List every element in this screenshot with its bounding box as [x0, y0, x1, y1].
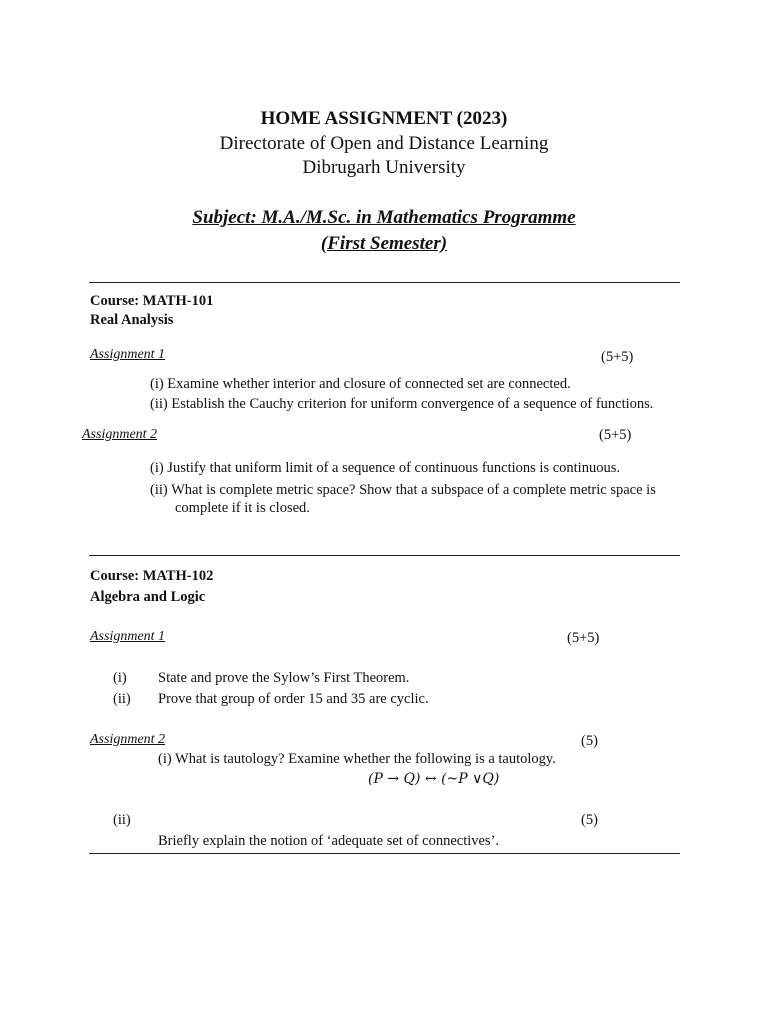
course2-a1-question-1-number: (i) [113, 670, 127, 686]
course2-a1-question-1: State and prove the Sylow’s First Theorem. [158, 670, 410, 686]
course2-code: Course: MATH-102 [90, 568, 214, 584]
university-name: Dibrugarh University [302, 157, 466, 178]
document-title: HOME ASSIGNMENT (2023) [260, 108, 508, 129]
course1-assignment1-label: Assignment 1 [90, 347, 166, 362]
course2-a2-question-2: Briefly explain the notion of ‘adequate set of connectives’. [158, 833, 500, 849]
course2-a2-question-1: (i) What is tautology? Examine whether the following is a tautology. [158, 751, 556, 767]
course1-a2-question-2-cont: complete if it is closed. [175, 500, 310, 516]
course2-a2-question-2-marks: (5) [581, 812, 598, 828]
course2-a2-question-2-number: (ii) [113, 812, 131, 828]
course1-assignment2-label: Assignment 2 [82, 427, 158, 442]
course2-assignment2-marks: (5) [581, 733, 598, 749]
course2-a1-question-2-number: (ii) [113, 691, 131, 707]
semester-line: (First Semester) [320, 233, 448, 254]
directorate-name: Directorate of Open and Distance Learning [219, 133, 549, 154]
course1-assignment2-marks: (5+5) [599, 427, 632, 443]
course2-assignment2-label: Assignment 2 [90, 732, 166, 747]
divider-top [89, 282, 680, 283]
course1-code: Course: MATH-101 [90, 293, 214, 309]
course2-assignment1-marks: (5+5) [567, 630, 600, 646]
course1-assignment1-marks: (5+5) [601, 349, 634, 365]
course1-name: Real Analysis [90, 312, 174, 328]
course1-a1-question-1: (i) Examine whether interior and closure of connected set are connected. [150, 376, 571, 392]
divider-bottom [89, 853, 680, 854]
course1-a2-question-2: (ii) What is complete metric space? Show that a subspace of a complete metric space is [150, 482, 656, 498]
subject-line: Subject: M.A./M.Sc. in Mathematics Programme [192, 207, 576, 228]
course2-name: Algebra and Logic [90, 589, 206, 605]
course1-a1-question-2: (ii) Establish the Cauchy criterion for uniform convergence of a sequence of functions. [150, 396, 654, 412]
course2-a1-question-2: Prove that group of order 15 and 35 are cyclic. [158, 691, 429, 707]
tautology-formula: (P → Q) ↔ (~P ∨Q) [368, 771, 500, 787]
divider-middle [89, 555, 680, 556]
course2-assignment1-label: Assignment 1 [90, 629, 166, 644]
course1-a2-question-1: (i) Justify that uniform limit of a sequence of continuous functions is continuous. [150, 460, 620, 476]
